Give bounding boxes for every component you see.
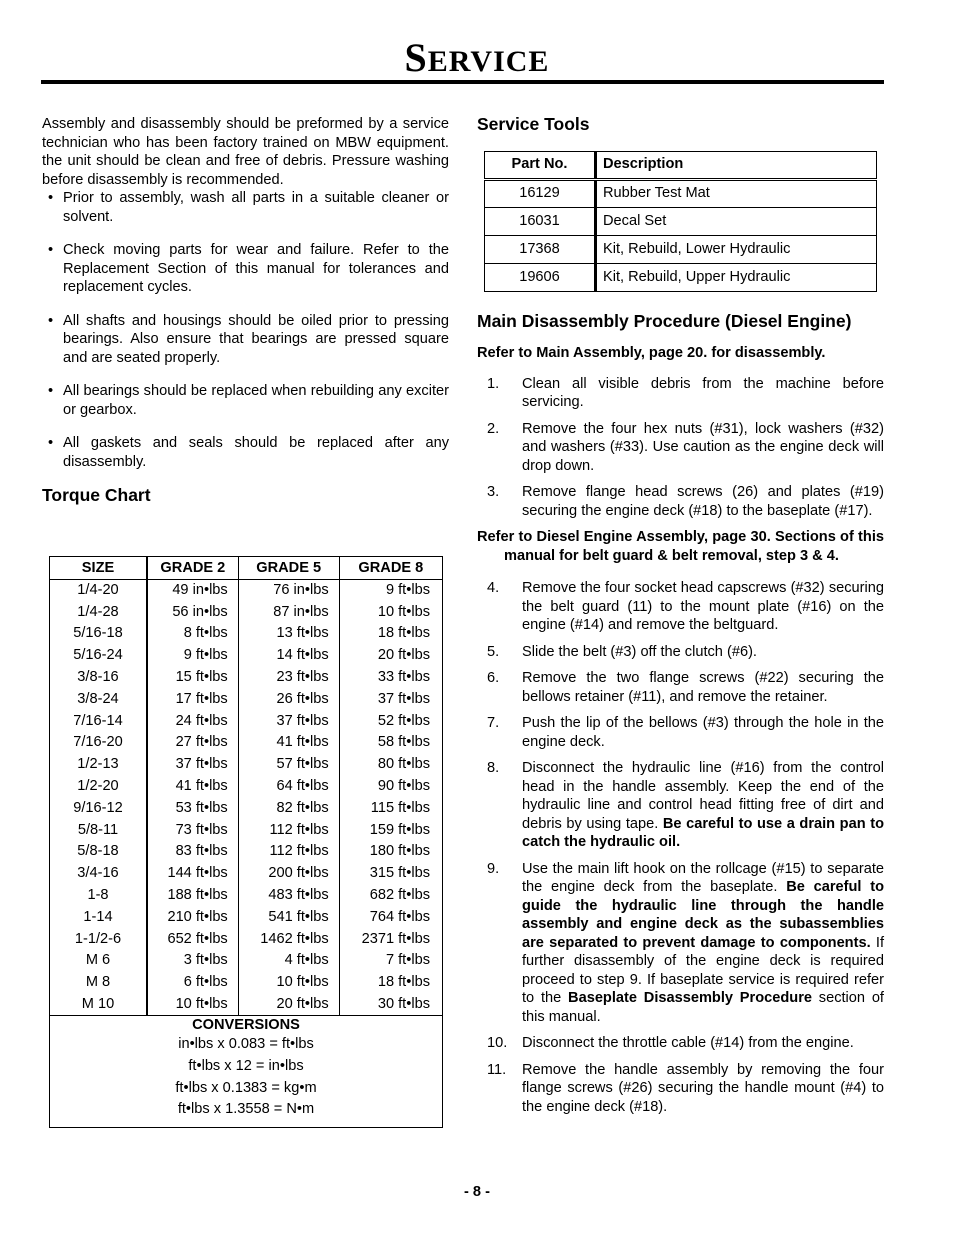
bolt-size: 3/8-16 (50, 666, 147, 688)
torque-chart-heading: Torque Chart (42, 485, 151, 505)
part-description: Kit, Rebuild, Upper Hydraulic (596, 263, 877, 291)
bolt-size: 3/8-24 (50, 688, 147, 710)
grade-8-torque: 90 ft•lbs (377, 778, 430, 795)
step-text: section of this manual. (522, 990, 884, 1025)
table-row (50, 993, 442, 1015)
header-grade-2: GRADE 2 (147, 557, 238, 579)
grade-8-torque: 7 ft•lbs (385, 952, 430, 969)
grade-2-torque: 6 ft•lbs (147, 971, 238, 993)
grade-2-torque: 37 ft•lbs (147, 753, 238, 775)
grade-5-torque: 14 ft•lbs (238, 644, 339, 666)
title-rule (41, 80, 884, 84)
table-row (50, 971, 442, 993)
grade-5-torque: 57 ft•lbs (238, 753, 339, 775)
conversions-title: CONVERSIONS (192, 1016, 300, 1033)
bolt-size: 7/16-14 (50, 710, 147, 732)
grade-5-torque: 112 ft•lbs (238, 819, 339, 841)
bolt-size: 7/16-20 (50, 732, 147, 754)
step-text: If further disassembly of the engine deck is required proceed to step 9. If baseplate service is required refer to the (522, 934, 885, 1006)
part-number: 16031 (485, 207, 596, 235)
page-number: - 8 - (464, 1184, 490, 1200)
grade-2-torque: 56 in•lbs (147, 601, 238, 623)
grade-8-torque: 18 ft•lbs (377, 625, 430, 642)
part-description: Kit, Rebuild, Lower Hydraulic (596, 235, 877, 263)
step-text: Remove the handle assembly by removing the four flange screws (#26) securing the handle mount (#4) to the engine deck (#18). (522, 1061, 884, 1115)
table-row (50, 906, 442, 928)
table-row (485, 235, 877, 263)
step-number: 2. (487, 420, 500, 437)
grade-2-torque: 10 ft•lbs (147, 993, 238, 1015)
step-number: 3. (487, 484, 500, 500)
grade-2-torque: 73 ft•lbs (147, 819, 238, 841)
table-row (485, 179, 877, 207)
table-row (485, 207, 877, 235)
bolt-size: 1-8 (50, 884, 147, 906)
step-text: Remove the four socket head capscrews (#32) securing the belt guard (11) to the mount plate (#16) on the engine (#14) and remove the beltguard. (522, 580, 884, 633)
grade-2-torque: 210 ft•lbs (147, 906, 238, 928)
grade-5-torque: 37 ft•lbs (238, 710, 339, 732)
conversion-line: ft•lbs x 0.1383 = kg•m (175, 1079, 317, 1096)
bolt-size: 1-1/2-6 (50, 928, 147, 950)
part-description: Decal Set (596, 207, 877, 235)
table-row (50, 775, 442, 797)
intro-paragraph: Assembly and disassembly should be preformed by a service technician who has been factory trained on MBW equipment. the unit should be clean and free of debris. Pressure washing before disassembly is recommended. (42, 116, 449, 188)
grade-2-torque: 15 ft•lbs (147, 666, 238, 688)
grade-5-torque: 23 ft•lbs (238, 666, 339, 688)
steps-list (477, 579, 884, 1116)
table-row (50, 710, 442, 732)
grade-5-torque: 64 ft•lbs (238, 775, 339, 797)
step-text: Disconnect the hydraulic line (#16) from the control head in the handle assembly. Keep the end of the hydraulic line and control head fitting free of dirt and debris by using tape. (522, 760, 884, 832)
grade-8-torque: 80 ft•lbs (377, 756, 430, 773)
grade-8-torque: 115 ft•lbs (370, 799, 430, 816)
grade-2-torque: 652 ft•lbs (147, 928, 238, 950)
bolt-size: 1/4-20 (50, 579, 147, 601)
grade-2-torque: 144 ft•lbs (147, 862, 238, 884)
grade-8-torque: 52 ft•lbs (377, 712, 430, 729)
step-number: 6. (487, 670, 500, 686)
conversion-line: ft•lbs x 12 = in•lbs (188, 1057, 304, 1074)
step-number: 9. (487, 860, 500, 877)
list-item (477, 1061, 884, 1117)
bolt-size: 5/16-18 (50, 623, 147, 645)
table-row (50, 601, 442, 623)
grade-2-torque: 49 in•lbs (147, 579, 238, 601)
bolt-size: M 8 (50, 971, 147, 993)
reference-note: Refer to Diesel Engine Assembly, page 30. Sections of this manual for belt guard & belt removal, step 3 & 4. (477, 529, 884, 564)
list-item (477, 860, 884, 1027)
list-item (477, 483, 884, 520)
grade-2-torque: 8 ft•lbs (147, 623, 238, 645)
bolt-size: 1/2-13 (50, 753, 147, 775)
list-item: • All bearings should be replaced when rebuilding any exciter or gearbox. (42, 382, 449, 419)
grade-8-torque: 682 ft•lbs (369, 887, 430, 904)
table-row (50, 862, 442, 884)
grade-5-torque: 82 ft•lbs (238, 797, 339, 819)
list-item: • Check moving parts for wear and failure. Refer to the Replacement Section of this manual for tolerances and replacement cycles. (42, 241, 449, 297)
grade-5-torque: 200 ft•lbs (238, 862, 339, 884)
grade-8-torque: 9 ft•lbs (385, 582, 430, 599)
step-text: Slide the belt (#3) off the clutch (#6). (522, 643, 757, 660)
grade-5-torque: 87 in•lbs (238, 601, 339, 623)
step-number: 8. (487, 760, 500, 776)
bolt-size: 1/4-28 (50, 601, 147, 623)
grade-8-torque: 159 ft•lbs (369, 821, 430, 838)
part-number: 17368 (485, 235, 596, 263)
bolt-size: 1-14 (50, 906, 147, 928)
grade-2-torque: 3 ft•lbs (147, 950, 238, 972)
left-column (42, 115, 449, 505)
grade-8-torque: 2371 ft•lbs (361, 930, 430, 947)
list-item (477, 714, 884, 751)
grade-5-torque: 41 ft•lbs (238, 732, 339, 754)
step-number: 1. (487, 375, 500, 392)
part-number: 16129 (485, 179, 596, 207)
table-row (50, 950, 442, 972)
torque-header-row (50, 557, 442, 579)
torque-rows (50, 579, 442, 1015)
bolt-size: M 6 (50, 950, 147, 972)
step-text: Push the lip of the bellows (#3) through the hole in the engine deck. (522, 715, 884, 750)
table-row (50, 644, 442, 666)
list-item (477, 759, 884, 852)
conversions (50, 1015, 442, 1127)
title-rest: ERVICE (427, 45, 550, 78)
table-row (50, 884, 442, 906)
grade-5-torque: 10 ft•lbs (238, 971, 339, 993)
step-text: Remove the four hex nuts (#31), lock washers (#32) and washers (#33). Use caution as the engine deck will drop down. (522, 420, 884, 474)
title-initial: S (404, 35, 428, 80)
bolt-size: 5/16-24 (50, 644, 147, 666)
service-tools-table (484, 151, 877, 292)
step-warning: Be careful to guide the hydraulic line through the handle assembly and engine deck as the subassemblies are separated to prevent damage to components. (522, 879, 884, 951)
list-item (477, 579, 884, 635)
table-row (50, 623, 442, 645)
grade-2-torque: 9 ft•lbs (147, 644, 238, 666)
grade-5-torque: 1462 ft•lbs (238, 928, 339, 950)
bolt-size: M 10 (50, 993, 147, 1015)
grade-2-torque: 41 ft•lbs (147, 775, 238, 797)
grade-8-torque: 37 ft•lbs (377, 690, 430, 707)
grade-5-torque: 112 ft•lbs (238, 841, 339, 863)
step-number: 10. (487, 1035, 508, 1051)
grade-2-torque: 83 ft•lbs (147, 841, 238, 863)
table-row (485, 263, 877, 291)
step-number: 11. (487, 1061, 507, 1078)
grade-8-torque: 20 ft•lbs (377, 647, 430, 664)
list-item (477, 643, 884, 662)
header-grade-8: GRADE 8 (339, 557, 442, 579)
grade-5-torque: 76 in•lbs (238, 579, 339, 601)
table-row (50, 579, 442, 601)
list-item: • All gaskets and seals should be replaced after any disassembly. (42, 434, 449, 471)
list-item: • Prior to assembly, wash all parts in a suitable cleaner or solvent. (42, 189, 449, 226)
grade-2-torque: 27 ft•lbs (147, 732, 238, 754)
table-row (50, 732, 442, 754)
step-text: Remove the two flange screws (#22) securing the bellows retainer (#11), and remove the retainer. (522, 670, 884, 705)
table-row (50, 666, 442, 688)
bolt-size: 5/8-18 (50, 841, 147, 863)
grade-2-torque: 188 ft•lbs (147, 884, 238, 906)
grade-5-torque: 26 ft•lbs (238, 688, 339, 710)
grade-2-torque: 53 ft•lbs (147, 797, 238, 819)
right-column (477, 115, 884, 1124)
conversion-line: ft•lbs x 1.3558 = N•m (177, 1101, 315, 1118)
part-number: 19606 (485, 263, 596, 291)
torque-chart (49, 556, 443, 1128)
bolt-size: 5/8-11 (50, 819, 147, 841)
grade-8-torque: 180 ft•lbs (369, 843, 430, 860)
table-row (50, 928, 442, 950)
service-tools-heading: Service Tools (477, 114, 590, 134)
grade-8-torque: 30 ft•lbs (377, 996, 430, 1013)
grade-5-torque: 4 ft•lbs (238, 950, 339, 972)
page-title (0, 34, 954, 81)
grade-5-torque: 20 ft•lbs (238, 993, 339, 1015)
steps-list (477, 375, 884, 521)
step-number: 5. (487, 643, 500, 660)
reference-note: Refer to Main Assembly, page 20. for disassembly. (477, 345, 826, 361)
conversion-line: in•lbs x 0.083 = ft•lbs (178, 1035, 314, 1052)
step-text: Disconnect the throttle cable (#14) from the engine. (522, 1035, 854, 1051)
precautions-list (42, 189, 449, 471)
step-number: 7. (487, 715, 500, 731)
grade-8-torque: 10 ft•lbs (377, 603, 430, 620)
bolt-size: 3/4-16 (50, 862, 147, 884)
grade-8-torque: 764 ft•lbs (369, 908, 430, 925)
procedure-heading: Main Disassembly Procedure (Diesel Engine) (477, 310, 852, 331)
grade-8-torque: 18 ft•lbs (377, 974, 430, 991)
grade-8-torque: 58 ft•lbs (377, 734, 430, 751)
header-size: SIZE (50, 557, 147, 579)
bolt-size: 1/2-20 (50, 775, 147, 797)
tools-header-row (485, 151, 877, 179)
grade-5-torque: 13 ft•lbs (238, 623, 339, 645)
grade-5-torque: 483 ft•lbs (238, 884, 339, 906)
table-row (50, 797, 442, 819)
header-grade-5: GRADE 5 (238, 557, 339, 579)
step-number: 4. (487, 580, 500, 596)
header-part-no: Part No. (485, 151, 596, 179)
list-item (477, 1034, 884, 1053)
table-row (50, 688, 442, 710)
step-text: Remove flange head screws (26) and plates (#19) securing the engine deck (#18) to the baseplate (#17). (522, 484, 884, 519)
list-item (477, 375, 884, 412)
list-item (477, 420, 884, 476)
step-reference: Baseplate Disassembly Procedure (568, 990, 812, 1006)
grade-2-torque: 17 ft•lbs (147, 688, 238, 710)
table-row (50, 753, 442, 775)
list-item (477, 669, 884, 706)
grade-8-torque: 315 ft•lbs (369, 865, 430, 882)
list-item: • All shafts and housings should be oiled prior to pressing bearings. Also ensure that bearings are pressed square and are seated properly. (42, 312, 449, 368)
step-warning: Be careful to use a drain pan to catch the hydraulic oil. (522, 815, 884, 850)
grade-8-torque: 33 ft•lbs (377, 669, 430, 686)
header-description: Description (596, 151, 877, 179)
part-description: Rubber Test Mat (596, 179, 877, 207)
grade-5-torque: 541 ft•lbs (238, 906, 339, 928)
step-text: Clean all visible debris from the machine before servicing. (522, 375, 884, 410)
grade-2-torque: 24 ft•lbs (147, 710, 238, 732)
table-row (50, 841, 442, 863)
table-row (50, 819, 442, 841)
step-text: Use the main lift hook on the rollcage (#15) to separate the engine deck from the baseplate. (522, 860, 884, 895)
bolt-size: 9/16-12 (50, 797, 147, 819)
